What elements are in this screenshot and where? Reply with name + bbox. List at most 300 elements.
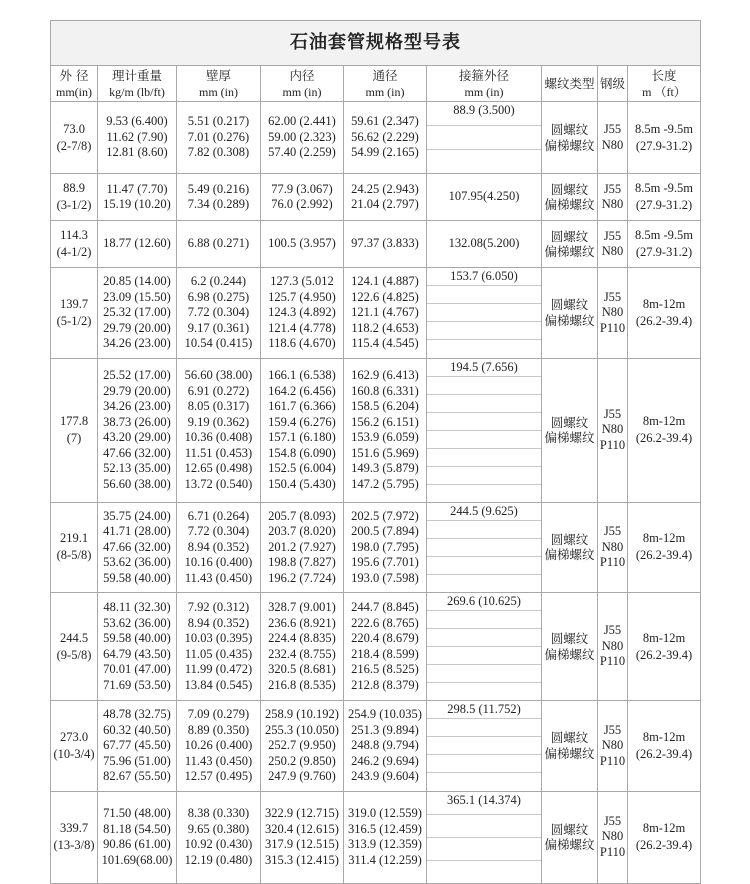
steel-grade-cell-line: J55 [603,813,622,828]
outer-diameter-cell-line: 88.9 [63,181,85,195]
header-coupling-od [427,66,542,102]
table-row [51,791,701,883]
inner-diameter-cell-line: 124.3 (4.892) [268,305,336,319]
thread-type-cell [542,174,598,221]
thread-type-cell-line: 偏梯螺纹 [544,745,595,761]
inner-diameter-cell-line: 77.9 (3.067) [271,181,333,196]
wall-thickness-cell-line: 56.60 (38.00) [184,368,253,382]
inner-diameter-cell-line: 62.00 (2.441) [268,114,336,129]
coupling-od-line: 365.1 (14.374) [427,792,541,815]
drift-diameter-cell-line: 54.99 (2.165) [351,145,419,160]
drift-diameter-cell-line: 147.2 (5.795) [351,476,419,491]
wall-thickness-cell-line: 12.57 (0.495) [184,769,253,783]
thread-type-cell-line: 圆螺纹 [550,631,589,646]
casing-spec-table [50,20,701,884]
coupling-od-line [427,755,541,773]
inner-diameter-cell-line: 201.2 (7.927) [268,539,336,554]
coupling-od-line [427,611,541,629]
wall-thickness-cell-line: 9.19 (0.362) [187,414,250,429]
table-row [51,358,701,502]
wall-thickness-cell-line: 12.19 (0.480) [184,852,253,867]
length-cell [628,593,701,701]
length-cell-line: (26.2-39.4) [635,647,693,662]
steel-grade-cell-line: P110 [599,555,626,569]
coupling-od-line [427,557,541,575]
wall-thickness-cell-line: 11.05 (0.435) [184,646,253,661]
wall-thickness-cell-line: 11.51 (0.453) [184,445,253,460]
coupling-od-line [427,449,541,467]
thread-type-cell-line: 偏梯螺纹 [544,244,595,259]
drift-diameter-cell [344,701,427,792]
inner-diameter-cell [261,102,344,174]
weight-cell-line: 64.79 (43.50) [103,646,171,661]
header-od [51,66,98,102]
header-label: 内径 [289,67,315,83]
inner-diameter-cell-line: 59.00 (2.323) [268,129,336,144]
steel-grade-cell [598,701,628,792]
wall-thickness-cell-line: 7.72 (0.304) [187,305,250,319]
weight-cell-line: 56.60 (38.00) [103,476,171,491]
outer-diameter-cell-line: 273.0 [59,729,89,744]
drift-diameter-cell-line: 160.8 (6.331) [351,383,419,398]
steel-grade-cell-line: N80 [601,244,624,258]
inner-diameter-cell [261,358,344,502]
drift-diameter-cell [344,502,427,593]
thread-type-cell-line: 偏梯螺纹 [544,137,595,153]
wall-thickness-cell [177,358,261,502]
inner-diameter-cell [261,221,344,268]
weight-cell [98,593,177,701]
drift-diameter-cell-line: 149.3 (5.879) [351,461,419,475]
coupling-od-line [427,304,541,322]
coupling-od-line [427,838,541,861]
header-unit: mm (in) [199,84,238,99]
weight-cell-line: 71.50 (48.00) [103,806,171,820]
length-cell-line: (26.2-39.4) [635,746,693,761]
inner-diameter-cell-line: 205.7 (8.093) [268,508,336,523]
wall-thickness-cell [177,593,261,701]
coupling-od-line [427,539,541,557]
thread-type-cell-line: 圆螺纹 [550,297,589,313]
drift-diameter-cell-line: 56.62 (2.229) [351,129,419,144]
steel-grade-cell [598,221,628,268]
inner-diameter-cell-line: 252.7 (9.950) [268,738,336,752]
drift-diameter-cell-line: 254.9 (10.035) [348,707,422,721]
coupling-od-line: 88.9 (3.500) [427,102,541,126]
inner-diameter-cell [261,701,344,792]
coupling-od-cell [427,268,542,359]
weight-cell-line: 70.01 (47.00) [103,662,171,676]
coupling-od-line [427,467,541,485]
thread-type-cell [542,221,598,268]
length-cell-line: (27.9-31.2) [635,138,693,153]
steel-grade-cell [598,174,628,221]
steel-grade-cell-line: J55 [603,122,622,136]
outer-diameter-cell-line: (5-1/2) [56,313,92,328]
drift-diameter-cell-line: 313.9 (12.359) [348,837,422,851]
wall-thickness-cell [177,791,261,883]
weight-cell [98,502,177,593]
drift-diameter-cell-line: 193.0 (7.598) [351,570,419,585]
weight-cell-line: 81.18 (54.50) [103,821,171,836]
thread-type-cell-line: 偏梯螺纹 [544,430,595,445]
weight-cell-line: 23.09 (15.50) [103,289,171,304]
steel-grade-cell-line: J55 [603,406,622,421]
weight-cell [98,102,177,174]
coupling-od-line: 194.5 (7.656) [427,359,541,377]
weight-cell-line: 75.96 (51.00) [103,753,171,768]
steel-grade-cell [598,358,628,502]
coupling-od-line [427,395,541,413]
outer-diameter-cell [51,358,98,502]
thread-type-cell [542,502,598,593]
inner-diameter-cell-line: 320.4 (12.615) [265,821,339,836]
inner-diameter-cell-line: 57.40 (2.259) [268,145,336,160]
steel-grade-cell-line: J55 [603,524,622,538]
wall-thickness-cell-line: 7.92 (0.312) [187,600,250,614]
weight-cell [98,268,177,359]
coupling-od-line: 298.5 (11.752) [427,701,541,719]
length-cell [628,221,701,268]
steel-grade-cell-line: P110 [599,844,626,859]
wall-thickness-cell-line: 13.72 (0.540) [184,476,253,491]
thread-type-cell-line: 偏梯螺纹 [544,312,595,328]
thread-type-cell-line: 圆螺纹 [550,531,589,547]
drift-diameter-cell-line: 158.5 (6.204) [351,399,419,413]
wall-thickness-cell [177,174,261,221]
thread-type-cell-line: 偏梯螺纹 [544,837,595,852]
drift-diameter-cell [344,791,427,883]
weight-cell-line: 53.62 (36.00) [103,615,171,630]
inner-diameter-cell-line: 196.2 (7.724) [268,570,336,585]
wall-thickness-cell-line: 11.43 (0.450) [184,570,253,585]
length-cell-line: 8m-12m [642,729,686,744]
outer-diameter-cell [51,174,98,221]
thread-type-cell [542,358,598,502]
steel-grade-cell-line: P110 [599,437,626,452]
table-row [51,268,701,359]
coupling-od-line [427,575,541,592]
wall-thickness-cell-line: 6.88 (0.271) [187,236,250,251]
table-row [51,701,701,792]
wall-thickness-cell-line: 7.01 (0.276) [187,129,250,144]
coupling-od-cell [427,701,542,792]
wall-thickness-cell-line: 7.72 (0.304) [187,524,250,538]
wall-thickness-cell-line: 10.16 (0.400) [184,555,253,569]
drift-diameter-cell-line: 195.6 (7.701) [351,555,419,569]
outer-diameter-cell-line: 339.7 [59,821,89,835]
drift-diameter-cell-line: 198.0 (7.795) [351,539,419,554]
inner-diameter-cell-line: 320.5 (8.681) [268,662,336,676]
length-cell-line: 8.5m -9.5m [635,121,693,136]
weight-cell-line: 90.86 (61.00) [103,837,171,851]
header-length [628,66,701,102]
weight-cell-line: 71.69 (53.50) [103,677,171,692]
steel-grade-cell [598,593,628,701]
outer-diameter-cell-line: 219.1 [59,531,89,546]
coupling-od-line [427,377,541,395]
drift-diameter-cell-line: 97.37 (3.833) [351,236,419,251]
steel-grade-cell-line: P110 [599,320,626,335]
header-label: 螺纹类型 [544,76,595,91]
weight-cell-line: 48.78 (32.75) [103,707,171,721]
table-row [51,102,701,174]
outer-diameter-cell-line: 177.8 [59,414,89,428]
inner-diameter-cell-line: 250.2 (9.850) [268,753,336,768]
coupling-od-line: 153.7 (6.050) [427,268,541,286]
inner-diameter-cell [261,268,344,359]
wall-thickness-cell [177,268,261,359]
drift-diameter-cell-line: 21.04 (2.797) [351,197,419,211]
drift-diameter-cell-line: 251.3 (9.894) [351,722,419,737]
outer-diameter-cell-line: 114.3 [60,228,88,242]
header-label: 接箍外径 [458,67,509,83]
weight-cell-line: 48.11 (32.30) [103,600,171,614]
header-drift [344,66,427,102]
coupling-od-line [427,322,541,340]
length-cell-line: 8m-12m [642,821,686,835]
coupling-od-cell [427,791,542,883]
inner-diameter-cell [261,593,344,701]
coupling-od-line [427,413,541,431]
header-inner-diameter [261,66,344,102]
wall-thickness-cell-line: 10.92 (0.430) [184,837,253,851]
coupling-od-line [427,431,541,449]
steel-grade-cell-line: N80 [601,422,624,437]
wall-thickness-cell-line: 5.49 (0.216) [187,181,250,196]
inner-diameter-cell-line: 328.7 (9.001) [268,600,336,614]
weight-cell-line: 101.69(68.00) [101,852,173,867]
length-cell [628,358,701,502]
inner-diameter-cell [261,791,344,883]
wall-thickness-cell-line: 5.51 (0.217) [187,114,250,129]
steel-grade-cell [598,502,628,593]
weight-cell-line: 60.32 (40.50) [103,722,171,737]
coupling-od-cell: 132.08(5.200) [427,221,542,268]
inner-diameter-cell-line: 157.1 (6.180) [268,430,336,444]
inner-diameter-cell-line: 166.1 (6.538) [268,368,336,382]
inner-diameter-cell-line: 315.3 (12.415) [265,852,339,867]
wall-thickness-cell-line: 6.2 (0.244) [190,274,247,288]
inner-diameter-cell-line: 164.2 (6.456) [268,383,336,398]
outer-diameter-cell [51,593,98,701]
weight-cell-line: 29.79 (20.00) [103,383,171,398]
wall-thickness-cell-line: 10.03 (0.395) [184,631,253,645]
header-label: 外 径 [59,67,89,83]
header-steel-grade [598,66,628,102]
drift-diameter-cell-line: 246.2 (9.694) [351,753,419,768]
outer-diameter-cell-line: 73.0 [63,121,85,136]
inner-diameter-cell-line: 161.7 (6.366) [268,399,336,413]
header-unit: mm(in) [56,84,92,99]
coupling-od-line [427,683,541,700]
inner-diameter-cell [261,502,344,593]
steel-grade-cell-line: N80 [601,197,624,211]
weight-cell-line: 9.53 (6.400) [106,114,168,129]
steel-grade-cell-line: N80 [601,829,624,844]
drift-diameter-cell-line: 153.9 (6.059) [351,430,419,444]
inner-diameter-cell-line: 127.3 (5.012 [270,274,334,288]
drift-diameter-cell-line: 311.4 (12.259) [348,852,422,867]
coupling-od-line [427,340,541,357]
inner-diameter-cell-line: 317.9 (12.515) [265,837,339,851]
weight-cell-line: 11.47 (7.70) [106,181,168,196]
length-cell [628,102,701,174]
steel-grade-cell-line: N80 [601,305,624,319]
length-cell-line: 8m-12m [642,630,686,645]
drift-diameter-cell-line: 222.6 (8.765) [351,615,419,630]
header-thread-type [542,66,598,102]
coupling-od-line [427,629,541,647]
inner-diameter-cell-line: 198.8 (7.827) [268,555,336,569]
coupling-od-line [427,719,541,737]
thread-type-cell [542,102,598,174]
coupling-od-cell [427,358,542,502]
wall-thickness-cell-line: 10.54 (0.415) [184,336,253,350]
length-cell-line: (27.9-31.2) [635,198,693,212]
inner-diameter-cell-line: 203.7 (8.020) [268,524,336,538]
wall-thickness-cell-line: 9.65 (0.380) [187,821,250,836]
weight-cell-line: 59.58 (40.00) [103,631,171,645]
drift-diameter-cell [344,102,427,174]
wall-thickness-cell-line: 8.05 (0.317) [187,399,250,413]
inner-diameter-cell-line: 224.4 (8.835) [268,631,336,645]
drift-diameter-cell-line: 122.6 (4.825) [351,289,419,304]
inner-diameter-cell-line: 232.4 (8.755) [268,646,336,661]
inner-diameter-cell-line: 76.0 (2.992) [271,197,333,211]
thread-type-cell-line: 圆螺纹 [550,414,589,430]
weight-cell-line: 34.26 (23.00) [103,399,171,413]
length-cell [628,701,701,792]
weight-cell-line: 34.26 (23.00) [103,336,171,350]
steel-grade-cell [598,102,628,174]
steel-grade-cell [598,268,628,359]
coupling-od-line [427,815,541,838]
length-cell-line: 8m-12m [642,296,686,311]
length-cell-line: 8.5m -9.5m [635,228,693,242]
steel-grade-cell-line: N80 [601,738,624,752]
header-wall [177,66,261,102]
thread-type-cell-line: 圆螺纹 [550,122,589,137]
drift-diameter-cell-line: 244.7 (8.845) [351,600,419,614]
weight-cell-line: 82.67 (55.50) [103,769,171,783]
steel-grade-cell-line: J55 [603,228,622,243]
coupling-od-cell [427,593,542,701]
wall-thickness-cell-line: 10.36 (0.408) [184,430,253,444]
drift-diameter-cell-line: 162.9 (6.413) [351,368,419,382]
outer-diameter-cell-line: 244.5 [59,630,89,645]
drift-diameter-cell-line: 24.25 (2.943) [351,181,419,196]
wall-thickness-cell-line: 11.43 (0.450) [184,753,253,768]
length-cell [628,174,701,221]
drift-diameter-cell-line: 118.2 (4.653) [351,320,419,335]
outer-diameter-cell [51,701,98,792]
inner-diameter-cell-line: 216.8 (8.535) [268,677,336,692]
steel-grade-cell-line: N80 [601,539,624,554]
weight-cell-line: 67.77 (45.50) [103,738,171,752]
coupling-od-line [427,861,541,883]
drift-diameter-cell-line: 243.9 (9.604) [351,769,419,783]
steel-grade-cell-line: N80 [601,137,624,152]
coupling-od-line: 244.5 (9.625) [427,503,541,521]
header-weight [98,66,177,102]
weight-cell-line: 38.73 (26.00) [103,414,171,429]
inner-diameter-cell-line: 154.8 (6.090) [268,445,336,460]
wall-thickness-cell-line: 7.34 (0.289) [187,197,250,211]
wall-thickness-cell-line: 6.71 (0.264) [187,508,250,523]
steel-grade-cell-line: P110 [599,753,626,768]
weight-cell-line: 15.19 (10.20) [103,197,171,211]
coupling-od-line [427,150,541,173]
drift-diameter-cell [344,593,427,701]
header-unit: mm (in) [282,84,322,99]
wall-thickness-cell [177,701,261,792]
header-label: 长度 [651,67,677,83]
thread-type-cell-line: 圆螺纹 [550,228,589,244]
header-unit: kg/m (lb/ft) [109,84,165,99]
inner-diameter-cell-line: 125.7 (4.950) [268,289,336,304]
header-unit: m （ft） [642,84,686,99]
coupling-od-line [427,737,541,755]
weight-cell [98,791,177,883]
outer-diameter-cell [51,268,98,359]
steel-grade-cell-line: N80 [601,638,624,653]
wall-thickness-cell-line: 10.26 (0.400) [184,738,253,752]
length-cell-line: 8m-12m [642,414,686,428]
inner-diameter-cell-line: 118.6 (4.670) [268,336,336,350]
drift-diameter-cell-line: 156.2 (6.151) [351,414,419,429]
thread-type-cell [542,791,598,883]
outer-diameter-cell [51,502,98,593]
header-unit: mm (in) [365,84,405,99]
outer-diameter-cell [51,221,98,268]
wall-thickness-cell [177,221,261,268]
coupling-od-line [427,286,541,304]
inner-diameter-cell-line: 247.9 (9.760) [268,769,336,783]
thread-type-cell [542,593,598,701]
steel-grade-cell-line: J55 [603,722,622,737]
wall-thickness-cell [177,102,261,174]
outer-diameter-cell-line: (2-7/8) [56,138,92,153]
wall-thickness-cell-line: 8.94 (0.352) [187,539,250,554]
drift-diameter-cell-line: 212.8 (8.379) [351,677,419,692]
weight-cell [98,701,177,792]
coupling-od-line [427,126,541,150]
weight-cell [98,221,177,268]
coupling-od-cell [427,502,542,593]
table-row [51,174,701,221]
header-unit: mm (in) [464,84,504,99]
drift-diameter-cell [344,221,427,268]
steel-grade-cell-line: J55 [603,623,622,638]
coupling-od-cell: 107.95(4.250) [427,174,542,221]
drift-diameter-cell-line: 218.4 (8.599) [351,646,419,661]
wall-thickness-cell-line: 11.99 (0.472) [184,662,253,676]
weight-cell [98,358,177,502]
steel-grade-cell-line: P110 [599,654,626,669]
coupling-od-line [427,647,541,665]
wall-thickness-cell-line: 8.94 (0.352) [187,615,250,630]
thread-type-cell [542,268,598,359]
inner-diameter-cell-line: 152.5 (6.004) [268,461,336,475]
inner-diameter-cell-line: 255.3 (10.050) [265,722,339,737]
header-label: 钢级 [599,76,625,91]
weight-cell [98,174,177,221]
drift-diameter-cell-line: 216.5 (8.525) [351,662,419,676]
drift-diameter-cell-line: 121.1 (4.767) [351,305,419,319]
inner-diameter-cell-line: 159.4 (6.276) [268,414,336,429]
thread-type-cell-line: 圆螺纹 [550,730,589,746]
